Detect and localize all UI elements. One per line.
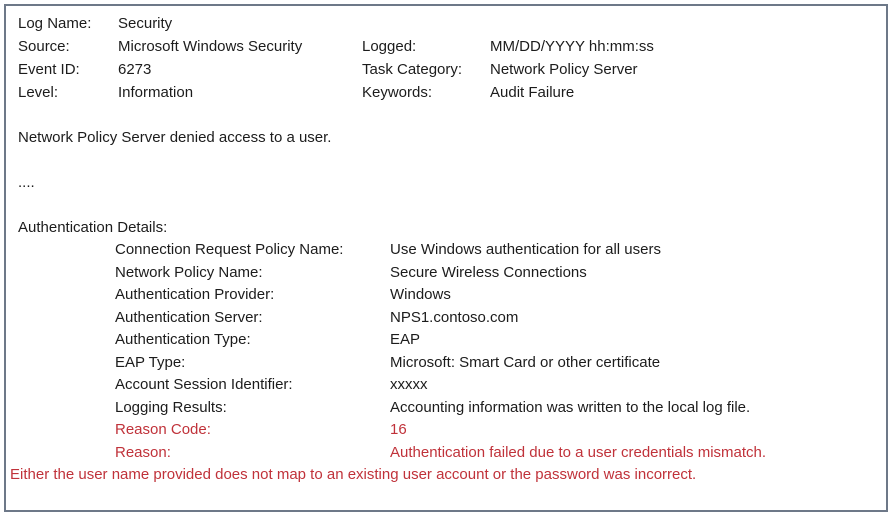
field-value-event-id: 6273	[118, 61, 152, 78]
field-label-empty	[362, 12, 490, 35]
detail-label: Authentication Type:	[115, 331, 251, 348]
field-value-empty	[490, 12, 886, 35]
detail-value: NPS1.contoso.com	[390, 308, 519, 326]
authentication-details-heading: Authentication Details:	[18, 218, 168, 236]
detail-row	[115, 307, 886, 330]
detail-row	[115, 284, 886, 307]
detail-label: Logging Results:	[115, 398, 227, 416]
spacer	[18, 149, 886, 172]
event-log-content	[6, 6, 886, 487]
detail-label: Reason Code:	[115, 421, 211, 438]
field-value-logged: MM/DD/YYYY hh:mm:ss	[490, 38, 654, 55]
detail-value: Windows	[390, 286, 451, 303]
detail-row	[115, 397, 886, 420]
field-label-source: Source:	[18, 38, 70, 55]
field-value-log-name: Security	[118, 15, 173, 32]
field-label-keywords: Keywords:	[362, 84, 433, 101]
detail-label: Authentication Server:	[115, 308, 263, 326]
field-label-level: Level:	[18, 84, 59, 101]
detail-label: Authentication Provider:	[115, 286, 275, 303]
field-value-level: Information	[118, 84, 194, 101]
header-row	[18, 58, 886, 81]
detail-value: Secure Wireless Connections	[390, 263, 587, 281]
detail-row	[115, 352, 886, 375]
header-row	[18, 35, 886, 58]
field-label-task-category: Task Category:	[362, 61, 463, 78]
detail-value: Accounting information was written to the local log file.	[390, 398, 751, 416]
header-row	[18, 81, 886, 104]
detail-row	[115, 329, 886, 352]
field-label-event-id: Event ID:	[18, 61, 80, 78]
spacer	[18, 194, 886, 217]
field-value-source: Microsoft Windows Security	[118, 38, 303, 55]
field-value-keywords: Audit Failure	[490, 84, 575, 101]
detail-label: EAP Type:	[115, 353, 186, 371]
detail-value: Microsoft: Smart Card or other certificate	[390, 353, 661, 371]
detail-label: Network Policy Name:	[115, 263, 263, 281]
header-row	[18, 12, 886, 35]
detail-row	[115, 374, 886, 397]
detail-value: Use Windows authentication for all users	[390, 241, 661, 258]
detail-row	[115, 262, 886, 285]
field-label-log-name: Log Name:	[18, 15, 92, 32]
field-label-logged: Logged:	[362, 38, 417, 55]
detail-label: Account Session Identifier:	[115, 376, 293, 393]
detail-value: 16	[390, 421, 407, 438]
detail-row-reason	[115, 442, 886, 465]
detail-label: Reason:	[115, 443, 171, 461]
spacer	[18, 104, 886, 127]
detail-value: Authentication failed due to a user credentials mismatch.	[390, 443, 767, 461]
event-log-panel	[4, 4, 888, 512]
detail-value: EAP	[390, 331, 421, 348]
field-value-task-category: Network Policy Server	[490, 61, 638, 78]
ellipsis: ....	[18, 173, 35, 191]
detail-label: Connection Request Policy Name:	[115, 241, 344, 258]
reason-detail-text: Either the user name provided does not map to an existing user account or the password was incorrect.	[10, 466, 697, 483]
detail-value: xxxxx	[390, 376, 428, 393]
event-description: Network Policy Server denied access to a user.	[18, 128, 332, 146]
detail-row	[115, 239, 886, 262]
detail-row-reason-code	[115, 419, 886, 442]
